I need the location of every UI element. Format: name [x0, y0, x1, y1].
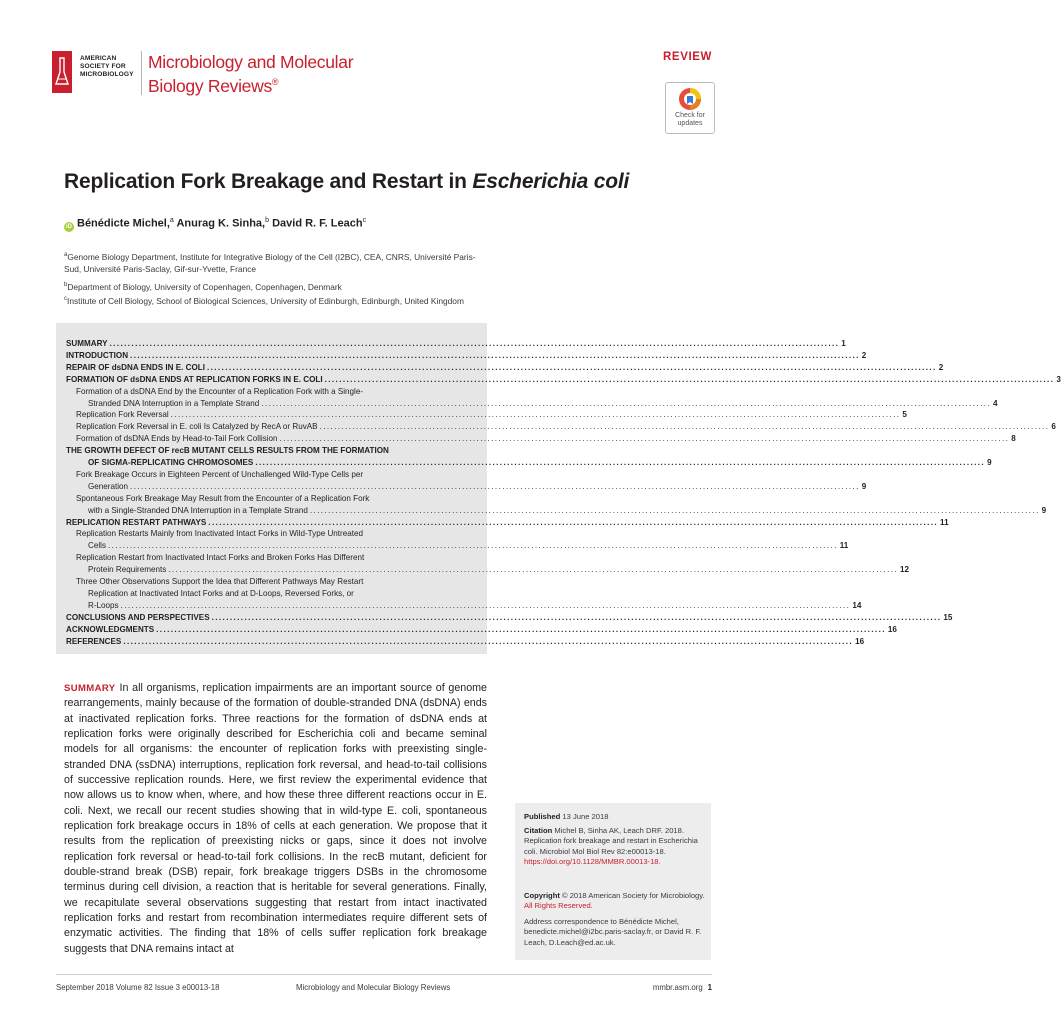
- correspondence-info: Address correspondence to Bénédicte Michel, benedicte.michel@i2bc.paris-saclay.fr, or David R. F. Leach, D.Leach@ed.ac.uk.: [524, 917, 702, 947]
- footer-issue-info: September 2018 Volume 82 Issue 3 e00013-18: [56, 983, 220, 992]
- toc-page-number: 3: [1056, 374, 1061, 384]
- toc-leader-dots: ........................................................................................................................................................................................................: [156, 624, 886, 634]
- toc-page-number: 9: [1041, 505, 1047, 515]
- toc-leader-dots: ........................................................................................................................................................................................................: [279, 434, 1010, 444]
- author-name: David R. F. Leach: [272, 217, 363, 230]
- summary-text: In all organisms, replication impairments are an important source of genome rearrangements, mainly because of the formation of double-stranded DNA (dsDNA) ends at inactivated replication forks. Three reactions for the formation of dsDNA ends at replication forks were originally described for Escherichia coli and became seminal models for all organisms: the encounter of replication forks with preexisting single-stranded DNA (ssDNA) interruptions, replication fork reversal, and head-to-tail collisions of successive replication rounds. Here, we first review the experimental evidence that now allows us to know when, where, and how these three different reactions occur in E. coli. Next, we recall our recent studies showing that in wild-type E. coli, spontaneous replication fork breakage occurs in 18% of cells at each generation. We propose that it results from the replication of preexisting nicks or gaps, since it does not involve replication fork reversal or head-to-tail fork collisions. In the recB mutant, deficient for double-strand break (DSB) repair, fork breakage triggers DSBs in the chromosome terminus during cell division, a reaction that is heritable for several generations. Finally, we recapitulate several observations suggesting that restart from intact inactivated replication forks and restart from recombination intermediates require different sets of enzymatic activities. The finding that 18% of cells suffer replication fork breakage suggests that DNA remains intact at: [64, 682, 487, 955]
- toc-entry[interactable]: [88, 589, 473, 599]
- summary-label: SUMMARY: [64, 683, 116, 694]
- orcid-icon[interactable]: iD: [66, 223, 72, 230]
- footer-site: [653, 983, 712, 992]
- toc-entry[interactable]: [76, 494, 473, 504]
- logo-divider: [141, 51, 142, 95]
- toc-entry[interactable]: [66, 339, 846, 349]
- journal-name: Microbiology and Molecular Biology Reviews®: [148, 52, 354, 96]
- toc-entry-title: with a Single-Stranded DNA Interruption in a Template Strand: [88, 505, 308, 515]
- footer-journal-name: Microbiology and Molecular Biology Reviews: [296, 983, 451, 992]
- rights-link[interactable]: All Rights Reserved.: [524, 901, 593, 911]
- toc-entry-title: INTRODUCTION: [66, 350, 129, 360]
- toc-leader-dots: ........................................................................................................................................................................................................: [211, 612, 942, 622]
- doi-link[interactable]: https://doi.org/10.1128/MMBR.00013-18.: [524, 856, 661, 866]
- page-number: 1: [707, 983, 712, 992]
- asm-logo[interactable]: [52, 48, 352, 100]
- toc-entry-title: Formation of dsDNA Ends by Head-to-Tail Fork Collision: [76, 434, 278, 444]
- author-name: Anurag K. Sinha,: [176, 217, 266, 230]
- toc-entry[interactable]: [76, 470, 473, 480]
- check-for-updates-badge[interactable]: [665, 82, 715, 134]
- toc-entry[interactable]: [88, 458, 992, 468]
- author-name: Bénédicte Michel,: [77, 217, 170, 230]
- toc-entry[interactable]: [76, 410, 907, 420]
- toc-entry-title: Formation of a dsDNA End by the Encounter of a Replication Fork with a Single-: [76, 386, 364, 396]
- toc-entry[interactable]: [66, 446, 473, 456]
- toc-page-number: 11: [940, 517, 949, 527]
- toc-entry[interactable]: [66, 362, 944, 373]
- toc-page-number: 1: [841, 339, 846, 348]
- toc-entry[interactable]: [88, 600, 862, 611]
- toc-entry[interactable]: [76, 387, 473, 397]
- toc-leader-dots: ........................................................................................................................................................................................................: [123, 636, 854, 646]
- toc-entry[interactable]: [88, 481, 867, 492]
- toc-page-number: 12: [900, 565, 910, 575]
- toc-leader-dots: ........................................................................................................................................................................................................: [206, 362, 937, 372]
- toc-entry-title: R-Loops: [88, 600, 119, 610]
- toc-entry-title: Replication Fork Reversal: [76, 410, 169, 420]
- toc-entry-title: Three Other Observations Support the Idea that Different Pathways May Restart: [76, 577, 364, 586]
- article-info-box: [515, 803, 711, 960]
- toc-entry-title: FORMATION OF dsDNA ENDS AT REPLICATION FORKS IN E. COLI: [66, 374, 323, 384]
- toc-entry[interactable]: [88, 398, 998, 409]
- toc-entry[interactable]: [66, 517, 949, 528]
- toc-entry[interactable]: [76, 422, 1056, 432]
- toc-entry-title: Replication Restart from Inactivated Intact Forks and Broken Forks Has Different: [76, 553, 365, 563]
- check-for-updates-text: Check for updates: [675, 112, 705, 127]
- toc-entry-title: Generation: [88, 481, 129, 491]
- toc-leader-dots: ........................................................................................................................................................................................................: [109, 339, 840, 348]
- toc-entry-title: Replication Restarts Mainly from Inactivated Intact Forks in Wild-Type Untreated: [76, 529, 363, 539]
- toc-leader-dots: ........................................................................................................................................................................................................: [324, 374, 1055, 384]
- footer-rule: [56, 974, 712, 975]
- toc-page-number: 2: [861, 350, 867, 360]
- toc-page-number: 5: [902, 410, 907, 420]
- section-label: REVIEW: [663, 51, 712, 63]
- toc-entry-title: Replication Fork Reversal in E. coli Is Catalyzed by RecA or RuvAB: [76, 422, 318, 432]
- toc-leader-dots: ........................................................................................................................................................................................................: [120, 600, 851, 610]
- toc-entry-title: OF SIGMA-REPLICATING CHROMOSOMES: [88, 458, 254, 467]
- toc-entry-title: ACKNOWLEDGMENTS: [66, 624, 155, 634]
- toc-page-number: 8: [1011, 434, 1016, 444]
- toc-entry[interactable]: [88, 505, 1047, 516]
- toc-entry-title: Spontaneous Fork Breakage May Result from the Encounter of a Replication Fork: [76, 493, 370, 503]
- toc-page-number: 16: [855, 636, 865, 646]
- toc-entry[interactable]: [66, 636, 865, 647]
- toc-entry-title: Stranded DNA Interruption in a Template Strand: [88, 398, 260, 408]
- toc-page-number: 6: [1051, 422, 1056, 432]
- toc-leader-dots: ........................................................................................................................................................................................................: [319, 422, 1050, 432]
- toc-entry[interactable]: [66, 612, 953, 623]
- affiliation: $^c$Institute of Cell Biology, School of Biological Sciences, University of Edinburgh, Edinburgh, United Kingdom: [64, 295, 464, 306]
- toc-page-number: 9: [861, 481, 867, 491]
- toc-leader-dots: ........................................................................................................................................................................................................: [309, 505, 1040, 515]
- toc-page-number: 2: [938, 362, 944, 372]
- toc-entry[interactable]: [66, 624, 897, 635]
- toc-page-number: 14: [852, 600, 862, 610]
- toc-leader-dots: ........................................................................................................................................................................................................: [261, 398, 992, 408]
- toc-entry[interactable]: [76, 577, 473, 587]
- affiliation: $^a$Genome Biology Department, Institute for Integrative Biology of the Cell (I2BC), CEA, CNRS, Université Paris-Sud, Université Paris-Saclay, Gif-sur-Yvette, France: [64, 251, 476, 275]
- toc-entry[interactable]: [88, 565, 910, 575]
- toc-entry[interactable]: [66, 350, 867, 361]
- copyright-info: Copyright © 2018 American Society for Microbiology. All Rights Reserved.: [524, 891, 705, 911]
- summary-paragraph: [64, 681, 487, 957]
- society-name: AMERICAN SOCIETY FOR MICROBIOLOGY: [80, 55, 134, 79]
- toc-leader-dots: ........................................................................................................................................................................................................: [130, 350, 860, 360]
- asm-flask-icon: [52, 51, 72, 93]
- toc-entry-title: Protein Requirements: [88, 565, 167, 575]
- site-link[interactable]: mmbr.asm.org: [652, 983, 703, 992]
- author-list: iD Bénédicte Michel,$^a$ Anurag K. Sinha,$^b$ David R. F. Leach$^c$: [66, 217, 367, 230]
- toc-leader-dots: ........................................................................................................................................................................................................: [255, 458, 986, 467]
- toc-entry[interactable]: [88, 541, 849, 551]
- toc-entry-title: REFERENCES: [66, 636, 122, 646]
- toc-entry-title: Fork Breakage Occurs in Eighteen Percent of Unchallenged Wild-Type Cells per: [76, 469, 364, 479]
- toc-page-number: 11: [839, 541, 849, 551]
- toc-entry[interactable]: [76, 529, 473, 539]
- toc-entry-title: Replication at Inactivated Intact Forks and at D-Loops, Reversed Forks, or: [88, 588, 354, 598]
- toc-leader-dots: ........................................................................................................................................................................................................: [130, 481, 860, 491]
- crossmark-icon: [678, 87, 702, 111]
- citation-info: Citation Michel B, Sinha AK, Leach DRF. 2018. Replication fork breakage and restart in Escherichia coli. Microbiol Mol Biol Rev 82:e00013-18. https://doi.org/10.1128/MMBR.00013-18.: [524, 826, 698, 866]
- toc-page-number: 4: [993, 398, 998, 408]
- toc-entry[interactable]: [76, 553, 473, 563]
- toc-entry-title: REPAIR OF dsDNA ENDS IN E. COLI: [66, 362, 205, 372]
- toc-entry[interactable]: [76, 434, 1016, 444]
- toc-entry-title: CONCLUSIONS AND PERSPECTIVES: [66, 612, 210, 622]
- toc-entry-title: SUMMARY: [66, 339, 108, 348]
- toc-leader-dots: ........................................................................................................................................................................................................: [170, 410, 901, 420]
- table-of-contents: [56, 323, 1061, 654]
- affiliation: $^b$Department of Biology, University of Copenhagen, Copenhagen, Denmark: [64, 281, 342, 292]
- toc-page-number: 16: [887, 624, 897, 634]
- toc-leader-dots: ........................................................................................................................................................................................................: [108, 541, 838, 551]
- article-title: Replication Fork Breakage and Restart in Escherichia coli: [64, 170, 630, 193]
- published-info: Published 13 June 2018: [524, 812, 609, 821]
- toc-entry-title: Cells: [88, 541, 106, 551]
- toc-leader-dots: ........................................................................................................................................................................................................: [208, 517, 939, 527]
- toc-entry[interactable]: [66, 374, 1061, 385]
- toc-entry-title: THE GROWTH DEFECT OF recB MUTANT CELLS RESULTS FROM THE FORMATION: [66, 446, 389, 456]
- toc-page-number: 9: [987, 458, 992, 467]
- toc-entry-title: REPLICATION RESTART PATHWAYS: [66, 517, 207, 527]
- toc-page-number: 15: [943, 612, 953, 622]
- toc-leader-dots: ........................................................................................................................................................................................................: [168, 565, 899, 575]
